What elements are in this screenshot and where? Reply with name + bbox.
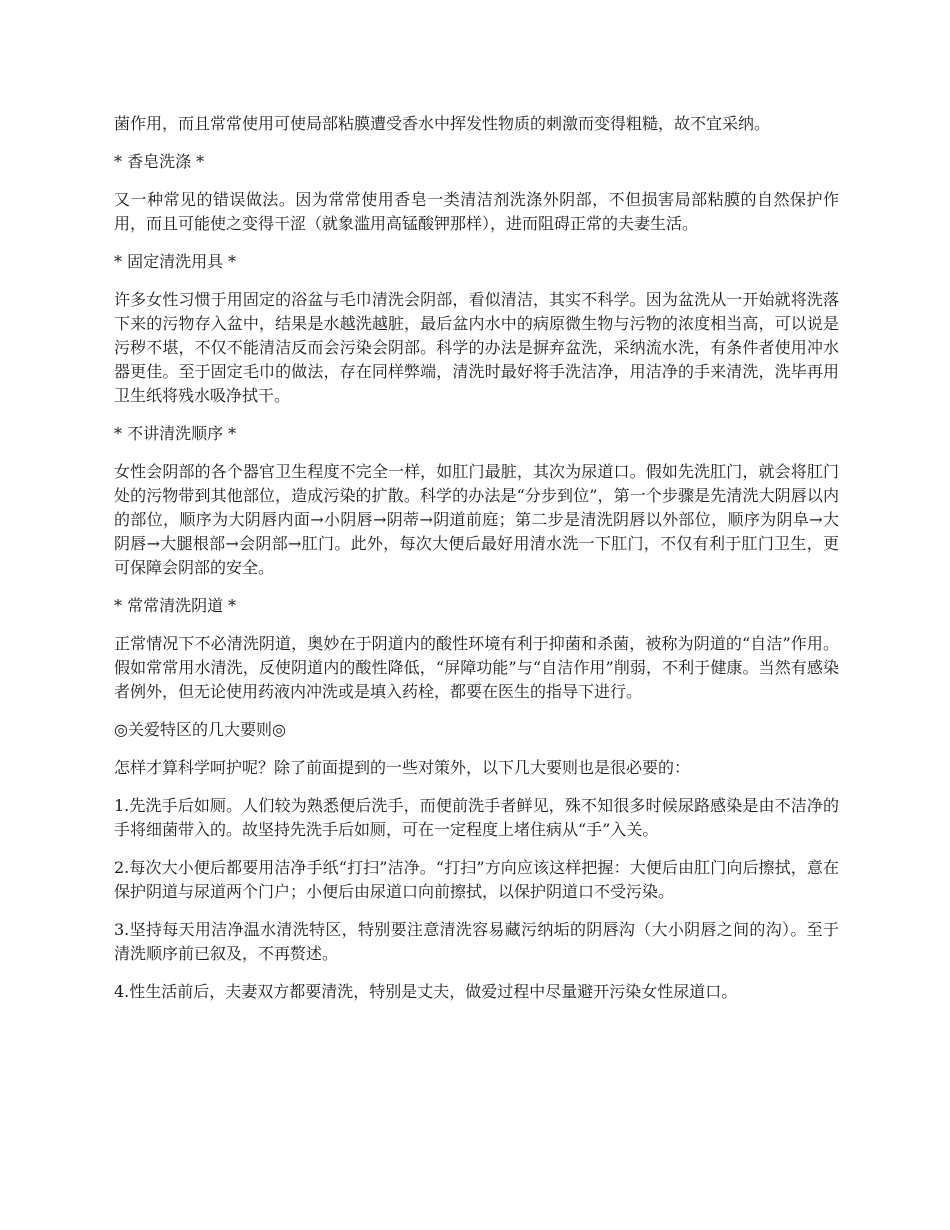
heading-fixed-tools: * 固定清洗用具 *	[114, 252, 237, 271]
list-item-rule-4: 4.性生活前后，夫妻双方都要清洗，特别是丈夫，做爱过程中尽量避开污染女性尿道口。	[114, 982, 738, 1001]
list-item-rule-2: 2.每次大小便后都要用洁净手纸“打扫”洁净。“打扫”方向应该这样把握：大便后由肛门向后擦拭，意在保护阴道与尿道两个门户；小便后由尿道口向前擦拭，以保护阴道口不受污染。	[114, 858, 839, 901]
heading-care-rules: ◎关爱特区的几大要则◎	[114, 720, 286, 739]
paragraph-care-intro: 怎样才算科学呵护呢？除了前面提到的一些对策外，以下几大要则也是很必要的：	[114, 758, 691, 777]
list-item-rule-1: 1.先洗手后如厕。人们较为熟悉便后洗手，而便前洗手者鲜见，殊不知很多时候尿路感染是由不洁净的手将细菌带入的。故坚持先洗手后如厕，可在一定程度上堵住病从“手”入关。	[114, 796, 839, 839]
paragraph-soap-washing: 又一种常见的错误做法。因为常常使用香皂一类清洁剂洗涤外阴部，不但损害局部粘膜的自然保护作用，而且可能使之变得干涩（就象滥用高锰酸钾那样），进而阻碍正常的夫妻生活。	[114, 190, 839, 233]
paragraph-perfume-continuation: 菌作用，而且常常使用可使局部粘膜遭受香水中挥发性物质的刺激而变得粗糙，故不宜采纳。	[114, 114, 771, 133]
list-item-rule-3: 3.坚持每天用洁净温水清洗特区，特别要注意清洗容易藏污纳垢的阴唇沟（大小阴唇之间的沟）。至于清洗顺序前已叙及，不再赘述。	[114, 920, 839, 963]
paragraph-vaginal-washing: 正常情况下不必清洗阴道，奥妙在于阴道内的酸性环境有利于抑菌和杀菌，被称为阴道的“自洁”作用。假如常常用水清洗，反使阴道内的酸性降低，“屏障功能”与“自洁作用”削弱，不利于健康。当然有感染者例外，但无论使用药液内冲洗或是填入药栓，都要在医生的指导下进行。	[114, 634, 839, 701]
paragraph-washing-order: 女性会阴部的各个器官卫生程度不完全一样，如肛门最脏，其次为尿道口。假如先洗肛门，就会将肛门处的污物带到其他部位，造成污染的扩散。科学的办法是“分步到位”，第一个步骤是先清洗大阴唇以内的部位，顺序为大阴唇内面→小阴唇→阴蒂→阴道前庭；第二步是清洗阴唇以外部位，顺序为阴阜→大阴唇→大腿根部→会阴部→肛门。此外，每次大便后最好用清水洗一下肛门，不仅有利于肛门卫生，更可保障会阴部的安全。	[114, 462, 839, 577]
heading-washing-order: * 不讲清洗顺序 *	[114, 424, 237, 443]
heading-vaginal-washing: * 常常清洗阴道 *	[114, 596, 237, 615]
paragraph-fixed-tools: 许多女性习惯于用固定的浴盆与毛巾清洗会阴部，看似清洁，其实不科学。因为盆洗从一开始就将洗落下来的污物存入盆中，结果是水越洗越脏，最后盆内水中的病原微生物与污物的浓度相当高，可以说是污秽不堪，不仅不能清洁反而会污染会阴部。科学的办法是摒弃盆洗，采纳流水洗，有条件者使用冲水器更佳。至于固定毛巾的做法，存在同样弊端，清洗时最好将手洗洁净，用洁净的手来清洗，洗毕再用卫生纸将残水吸净拭干。	[114, 290, 839, 405]
heading-soap-washing: * 香皂洗涤 *	[114, 152, 205, 171]
